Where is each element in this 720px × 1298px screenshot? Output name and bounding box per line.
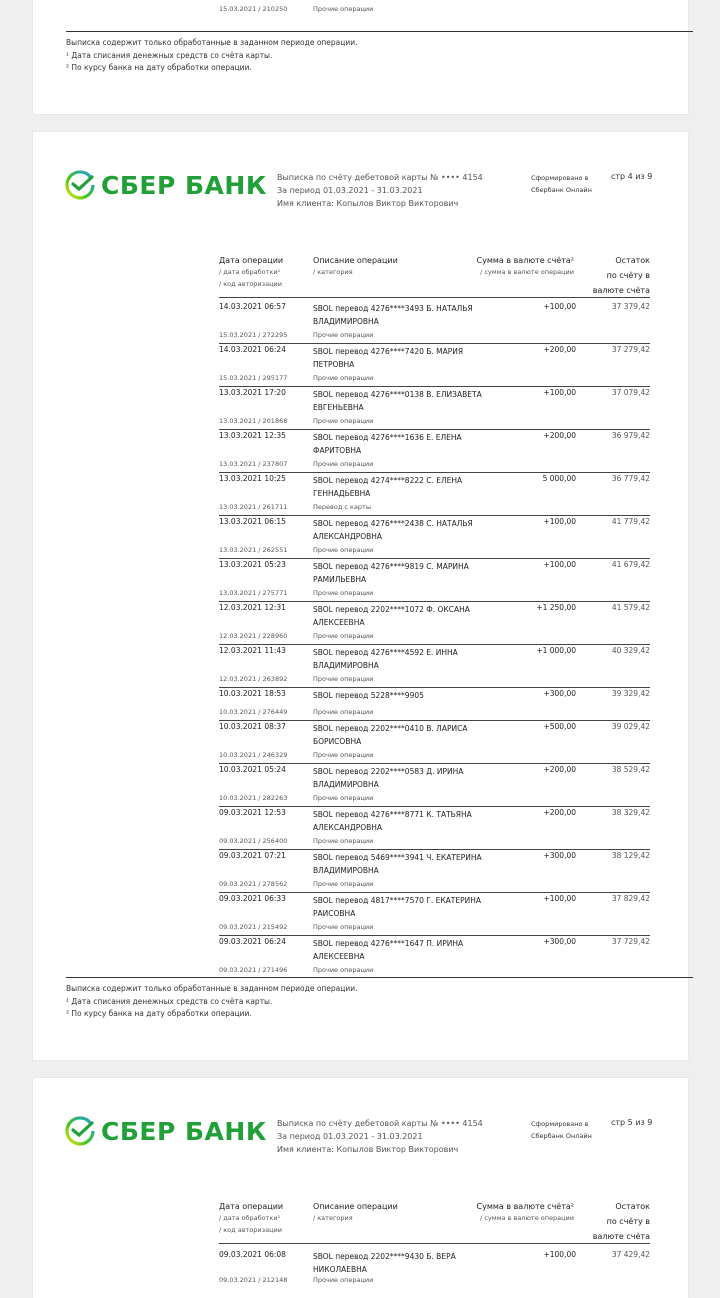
col-amount-header: Сумма в валюте счёта² [476, 256, 574, 265]
footnote-1: ¹ Дата списания денежных средств со счёта карты. [66, 996, 273, 1006]
footer-divider [66, 977, 693, 978]
operation-description: SBOL перевод 4276****8771 К. ТАТЬЯНА АЛЕКСАНДРОВНА [313, 810, 472, 832]
table-row [219, 722, 650, 765]
row-divider [219, 343, 650, 344]
operation-category: Прочие операции [313, 751, 374, 759]
row-divider [219, 429, 650, 430]
operation-description: SBOL перевод 4276****1636 Е. ЕЛЕНА ФАРИТОВНА [313, 433, 462, 455]
operation-date: 13.03.2021 06:15 [219, 517, 286, 526]
sber-logo [65, 170, 267, 200]
col-balance-header [593, 253, 650, 298]
operation-balance: 36 779,42 [611, 474, 650, 483]
footnote-2: ² По курсу банка на дату обработки операции. [66, 63, 252, 72]
sber-logo [65, 1116, 267, 1146]
row-divider [219, 806, 650, 807]
operation-category: Прочие операции [313, 1276, 374, 1284]
table-row [219, 808, 650, 851]
client-name: Имя клиента: Копылов Виктор Викторович [277, 1145, 459, 1154]
operation-balance: 37 429,42 [611, 1250, 650, 1259]
operation-auth-code: 15.03.2021 / 295177 [219, 374, 288, 382]
operation-balance: 39 329,42 [611, 689, 650, 698]
operation-date: 09.03.2021 06:08 [219, 1250, 286, 1259]
operation-description: SBOL перевод 5469****3941 Ч. ЕКАТЕРИНА ВЛАДИМИРОВНА [313, 853, 482, 875]
operation-category: Прочие операции [313, 417, 374, 425]
col-balance-line2: по счёту в [606, 1217, 650, 1226]
col-amount-sub: / сумма в валюте операции [480, 1214, 574, 1222]
sber-logo-text: СБЕР БАНК [101, 170, 267, 200]
statement-title: Выписка по счёту дебетовой карты № •••• 4154 [277, 173, 483, 182]
statement-title: Выписка по счёту дебетовой карты № •••• 4154 [277, 1119, 483, 1128]
operation-amount: +200,00 [543, 431, 576, 440]
operation-auth-code: 10.03.2021 / 246329 [219, 751, 288, 759]
col-desc-header: Описание операции [313, 256, 398, 265]
formed-line-1: Сформировано в [531, 1120, 589, 1128]
operation-balance: 37 279,42 [611, 345, 650, 354]
operation-description: SBOL перевод 4817****7570 Г. ЕКАТЕРИНА РАИСОВНА [313, 896, 482, 918]
table-row [219, 1250, 650, 1294]
operation-amount: +100,00 [543, 560, 576, 569]
operation-date: 12.03.2021 11:43 [219, 646, 286, 655]
operation-amount: +500,00 [543, 722, 576, 731]
footnote-1: ¹ Дата списания денежных средств со счёта карты. [66, 50, 273, 60]
operation-balance: 37 829,42 [611, 894, 650, 903]
col-desc-sub: / категория [313, 268, 353, 276]
operation-amount: +300,00 [543, 851, 576, 860]
operation-description: SBOL перевод 4276****3493 Б. НАТАЛЬЯ ВЛАДИМИРОВНА [313, 304, 473, 326]
page-number: стр 5 из 9 [611, 1118, 653, 1127]
operation-date: 10.03.2021 05:24 [219, 765, 286, 774]
operation-balance: 36 979,42 [611, 431, 650, 440]
operation-balance: 37 079,42 [611, 388, 650, 397]
operation-balance: 37 379,42 [611, 302, 650, 311]
col-date-sub1: / дата обработки¹ [219, 268, 281, 276]
operation-category: Прочие операции [313, 966, 374, 974]
table-row [219, 689, 650, 722]
operation-auth-code: 13.03.2021 / 262551 [219, 546, 288, 554]
operation-auth-code: 09.03.2021 / 278562 [219, 880, 288, 888]
operation-auth-code: 15.03.2021 / 210250 [219, 5, 288, 13]
operation-date: 10.03.2021 18:53 [219, 689, 286, 698]
col-balance-header [593, 1199, 650, 1244]
operation-date: 10.03.2021 08:37 [219, 722, 286, 731]
col-balance-line1: Остаток [615, 256, 650, 265]
operation-amount: +100,00 [543, 894, 576, 903]
operation-auth-code: 12.03.2021 / 263892 [219, 675, 288, 683]
table-row [219, 560, 650, 603]
operation-balance: 38 129,42 [611, 851, 650, 860]
operation-amount: +100,00 [543, 517, 576, 526]
operation-date: 09.03.2021 07:21 [219, 851, 286, 860]
row-divider [219, 386, 650, 387]
operation-category: Перевод с карты [313, 503, 371, 511]
table-row [219, 937, 650, 980]
operation-category: Прочие операции [313, 331, 374, 339]
table-row [219, 603, 650, 646]
operation-balance: 41 779,42 [611, 517, 650, 526]
row-divider [219, 515, 650, 516]
statement-header [277, 1117, 483, 1156]
row-divider [219, 472, 650, 473]
footer-divider [66, 31, 693, 32]
col-desc-sub: / категория [313, 1214, 353, 1222]
operation-category: Прочие операции [313, 589, 374, 597]
formed-line-1: Сформировано в [531, 174, 589, 182]
operation-category: Прочие операции [313, 794, 374, 802]
header-divider [219, 1243, 650, 1244]
operation-auth-code: 09.03.2021 / 256400 [219, 837, 288, 845]
table-row [219, 765, 650, 808]
operation-auth-code: 13.03.2021 / 201868 [219, 417, 288, 425]
footnote-main: Выписка содержит только обработанные в заданном периоде операции. [66, 984, 358, 993]
operation-auth-code: 09.03.2021 / 215492 [219, 923, 288, 931]
operation-date: 13.03.2021 10:25 [219, 474, 286, 483]
sber-logo-icon [65, 170, 95, 200]
operation-category: Прочие операции [313, 460, 374, 468]
statement-page-4 [33, 132, 688, 1060]
formed-line-2: Сбербанк Онлайн [531, 186, 592, 194]
operation-auth-code: 13.03.2021 / 275771 [219, 589, 288, 597]
col-balance-line2: по счёту в [606, 271, 650, 280]
operation-description: SBOL перевод 4276****1647 П. ИРИНА АЛЕКСЕЕВНА [313, 939, 464, 961]
operation-balance: 41 579,42 [611, 603, 650, 612]
statement-page-5 [33, 1078, 688, 1298]
operation-description: SBOL перевод 4276****2438 С. НАТАЛЬЯ АЛЕКСАНДРОВНА [313, 519, 473, 541]
col-date-sub2: / код авторизации [219, 1226, 282, 1234]
formed-info [531, 172, 592, 196]
statement-header [277, 171, 483, 210]
footnote-2: ² По курсу банка на дату обработки операции. [66, 1009, 252, 1018]
operation-description: SBOL перевод 4274****8222 С. ЕЛЕНА ГЕННАДЬЕВНА [313, 476, 463, 498]
row-divider [219, 558, 650, 559]
footnote-main: Выписка содержит только обработанные в заданном периоде операции. [66, 38, 358, 47]
operation-description: SBOL перевод 2202****1072 Ф. ОКСАНА АЛЕКСЕЕВНА [313, 605, 470, 627]
operation-category: Прочие операции [313, 546, 374, 554]
operation-description: SBOL перевод 4276****4592 Е. ИННА ВЛАДИМИРОВНА [313, 648, 458, 670]
col-balance-line1: Остаток [615, 1202, 650, 1211]
row-divider [219, 644, 650, 645]
col-date-sub2: / код авторизации [219, 280, 282, 288]
operation-balance: 38 329,42 [611, 808, 650, 817]
col-amount-sub: / сумма в валюте операции [480, 268, 574, 276]
operation-amount: +200,00 [543, 808, 576, 817]
operation-description: SBOL перевод 2202****0583 Д. ИРИНА ВЛАДИМИРОВНА [313, 767, 464, 789]
row-divider [219, 687, 650, 688]
statement-period: За период 01.03.2021 - 31.03.2021 [277, 186, 423, 195]
operation-date: 13.03.2021 05:23 [219, 560, 286, 569]
operation-date: 13.03.2021 17:20 [219, 388, 286, 397]
operation-balance: 41 679,42 [611, 560, 650, 569]
sber-logo-icon [65, 1116, 95, 1146]
formed-line-2: Сбербанк Онлайн [531, 1132, 592, 1140]
operation-category: Прочие операции [313, 5, 374, 13]
formed-info [531, 1118, 592, 1142]
operation-date: 09.03.2021 12:53 [219, 808, 286, 817]
operation-date: 09.03.2021 06:24 [219, 937, 286, 946]
table-row [219, 517, 650, 560]
table-row [219, 851, 650, 894]
col-desc-header: Описание операции [313, 1202, 398, 1211]
operation-description: SBOL перевод 4276****7420 Б. МАРИЯ ПЕТРОВНА [313, 347, 464, 369]
operation-description-tail [313, 0, 367, 1]
table-row [219, 388, 650, 431]
operation-auth-code: 09.03.2021 / 212148 [219, 1276, 288, 1284]
col-date-sub1: / дата обработки¹ [219, 1214, 281, 1222]
row-divider [219, 601, 650, 602]
header-divider [219, 297, 650, 298]
operation-auth-code: 10.03.2021 / 282263 [219, 794, 288, 802]
table-row [219, 345, 650, 388]
col-date-header: Дата операции [219, 1202, 284, 1211]
operation-amount: +1 250,00 [536, 603, 576, 612]
operation-auth-code: 13.03.2021 / 237807 [219, 460, 288, 468]
table-row [219, 302, 650, 345]
operation-amount: +100,00 [543, 388, 576, 397]
operation-amount: +300,00 [543, 689, 576, 698]
operation-date: 12.03.2021 12:31 [219, 603, 286, 612]
operation-amount: +100,00 [543, 302, 576, 311]
operation-description: SBOL перевод 4276****9819 С. МАРИНА РАМИЛЬЕВНА [313, 562, 469, 584]
operation-amount: 5 000,00 [542, 474, 576, 483]
operation-amount: +100,00 [543, 1250, 576, 1259]
operation-description: SBOL перевод 4276****0138 В. ЕЛИЗАВЕТА ЕВГЕНЬЕВНА [313, 390, 482, 412]
operation-auth-code: 15.03.2021 / 272295 [219, 331, 288, 339]
operation-auth-code: 13.03.2021 / 261711 [219, 503, 288, 511]
statement-page-3 [33, 0, 688, 114]
operation-amount: +1 000,00 [536, 646, 576, 655]
table-row [219, 474, 650, 517]
client-name: Имя клиента: Копылов Виктор Викторович [277, 199, 459, 208]
operation-amount: +200,00 [543, 765, 576, 774]
operation-balance: 39 029,42 [611, 722, 650, 731]
operation-description: SBOL перевод 5228****9905 [313, 691, 424, 700]
table-row [219, 646, 650, 689]
operation-auth-code: 10.03.2021 / 276449 [219, 708, 288, 716]
col-balance-line3: валюте счёта [592, 286, 650, 295]
operation-description: SBOL перевод 2202****9430 Б. ВЕРА НИКОЛАЕВНА [313, 1252, 456, 1274]
col-date-header: Дата операции [219, 256, 284, 265]
operation-balance: 38 529,42 [611, 765, 650, 774]
row-divider [219, 763, 650, 764]
operation-category: Прочие операции [313, 708, 374, 716]
sber-logo-text: СБЕР БАНК [101, 1116, 267, 1146]
row-divider [219, 892, 650, 893]
operation-category: Прочие операции [313, 837, 374, 845]
operation-category: Прочие операции [313, 880, 374, 888]
operation-description: SBOL перевод 2202****0410 В. ЛАРИСА БОРИСОВНА [313, 724, 468, 746]
table-row [219, 894, 650, 937]
operation-date: 09.03.2021 06:33 [219, 894, 286, 903]
operation-category: Прочие операции [313, 923, 374, 931]
operation-date: 14.03.2021 06:24 [219, 345, 286, 354]
table-row [219, 431, 650, 474]
operation-date: 14.03.2021 06:57 [219, 302, 286, 311]
operation-balance: 37 729,42 [611, 937, 650, 946]
operation-auth-code: 09.03.2021 / 271496 [219, 966, 288, 974]
operation-amount: +200,00 [543, 345, 576, 354]
row-divider [219, 849, 650, 850]
row-divider [219, 935, 650, 936]
col-balance-line3: валюте счёта [592, 1232, 650, 1241]
operation-date: 13.03.2021 12:35 [219, 431, 286, 440]
operation-category: Прочие операции [313, 632, 374, 640]
operation-auth-code: 12.03.2021 / 228960 [219, 632, 288, 640]
operation-amount: +300,00 [543, 937, 576, 946]
row-divider [219, 720, 650, 721]
statement-period: За период 01.03.2021 - 31.03.2021 [277, 1132, 423, 1141]
operation-category: Прочие операции [313, 374, 374, 382]
col-amount-header: Сумма в валюте счёта² [476, 1202, 574, 1211]
operation-balance: 40 329,42 [611, 646, 650, 655]
footnotes [66, 37, 358, 75]
page-number: стр 4 из 9 [611, 172, 653, 181]
operation-category: Прочие операции [313, 675, 374, 683]
footnotes [66, 983, 358, 1021]
